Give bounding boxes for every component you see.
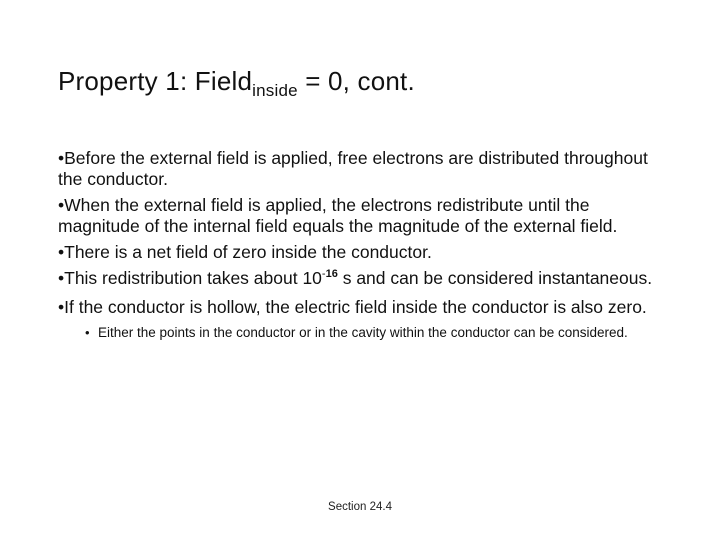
bullet-redistribution-time (58, 268, 658, 292)
exponent (322, 268, 338, 280)
bullet-hollow-conductor: •If the conductor is hollow, the electric field inside the conductor is also zero. (58, 297, 647, 317)
slide-title (58, 64, 415, 102)
sub-bullet-marker: • (85, 325, 90, 340)
bullet-before-field: •Before the external field is applied, free electrons are distributed throughout the conductor. (58, 148, 648, 189)
exponent-sign: - (321, 268, 326, 280)
redistribution-text-after: s and can be considered instantaneous. (337, 268, 653, 288)
slide-body (58, 148, 658, 343)
bullet-field-applied: •When the external field is applied, the electrons redistribute until the magnitude of the internal field equals the magnitude of the external field. (58, 195, 618, 236)
sub-bullet-text: Either the points in the conductor or in the cavity within the conductor can be considered. (98, 325, 628, 340)
redistribution-text-before: •This redistribution takes about 10 (58, 268, 322, 288)
exponent-value: 16 (325, 268, 338, 280)
sub-bullet-item (58, 323, 658, 343)
sub-bullet-list (58, 323, 658, 343)
title-subscript: inside (252, 81, 298, 100)
bullet-net-field-zero: •There is a net field of zero inside the conductor. (58, 242, 432, 262)
footer-section-label: Section 24.4 (328, 501, 392, 513)
title-main: Property 1: Field (58, 66, 253, 96)
title-rest: = 0, cont. (297, 66, 415, 96)
